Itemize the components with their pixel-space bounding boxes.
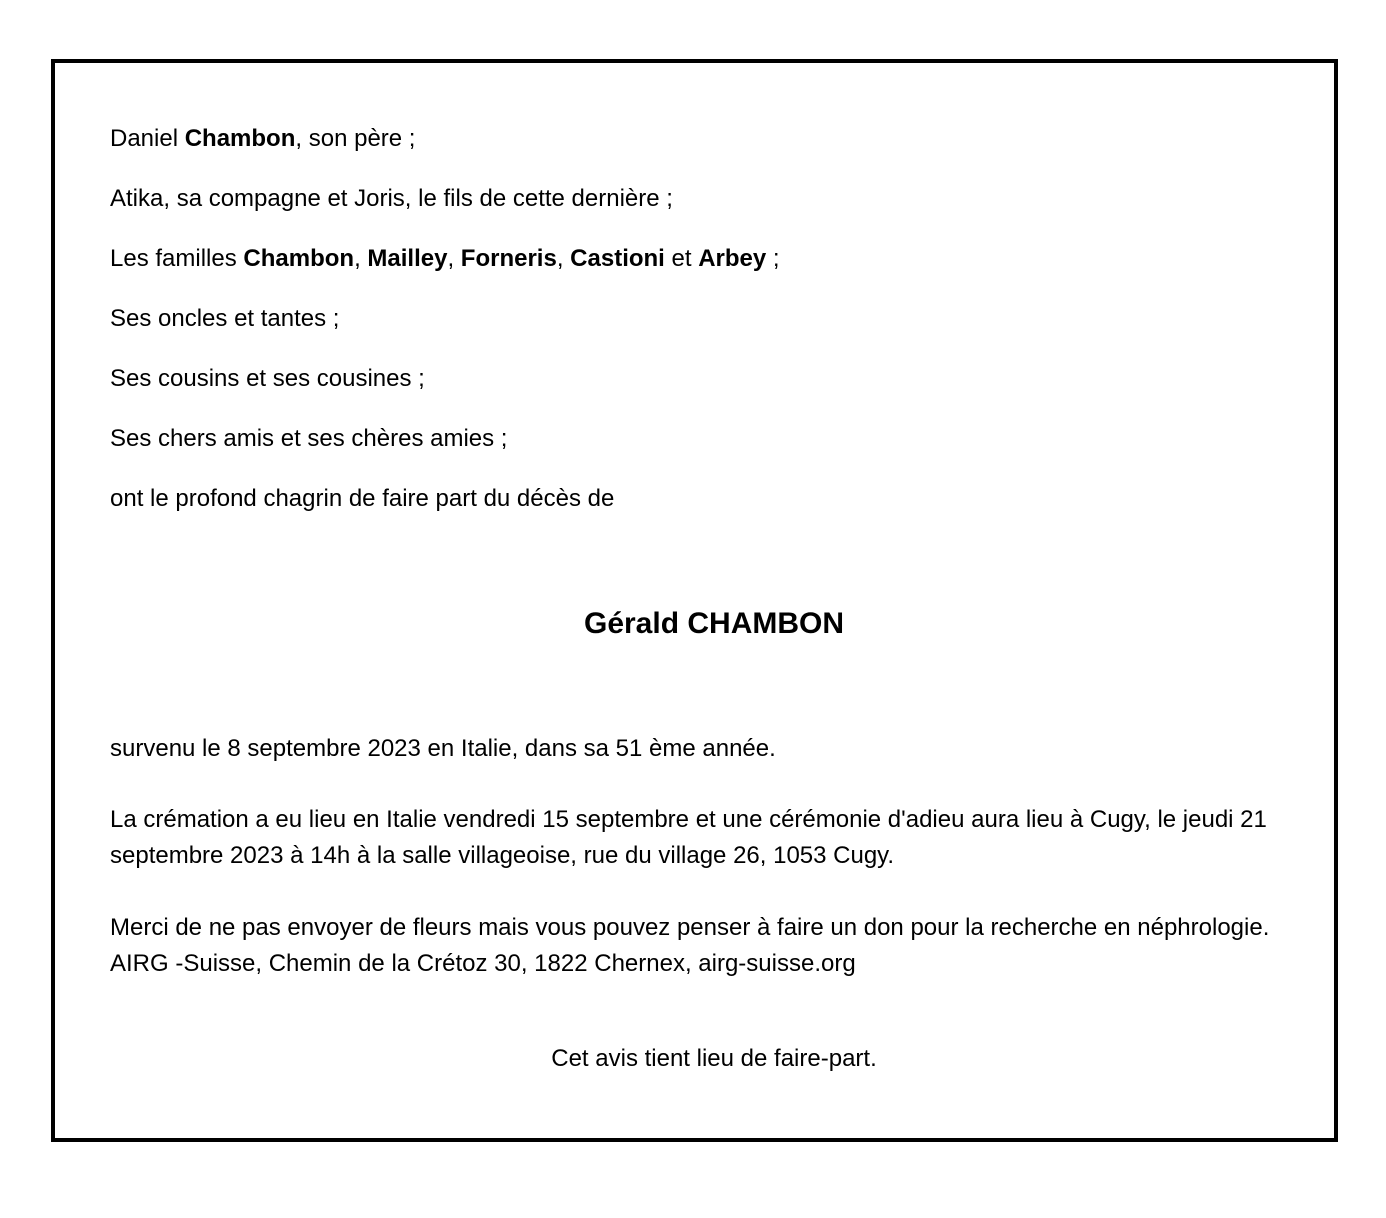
closing-note: Cet avis tient lieu de faire-part.	[551, 1045, 877, 1072]
family-name: Chambon	[243, 245, 355, 272]
separator: ,	[447, 245, 455, 272]
donation-details: Merci de ne pas envoyer de fleurs mais vous pouvez penser à faire un don pour la recherche en néphrologie. AIRG -Suisse, Chemin de la Crétoz 30, 1822 Chernex, airg-suisse.org	[110, 914, 1270, 977]
death-details: survenu le 8 septembre 2023 en Italie, dans sa 51 ème année.	[110, 735, 776, 762]
family-name: Forneris	[460, 245, 557, 272]
deceased-name: Gérald CHAMBON	[583, 607, 845, 640]
father-line	[110, 124, 415, 154]
cousins-line: Ses cousins et ses cousines ;	[110, 365, 425, 392]
uncles-line: Ses oncles et tantes ;	[110, 305, 340, 332]
friends-line: Ses chers amis et ses chères amies ;	[110, 425, 508, 452]
conjunction: et	[671, 245, 692, 272]
families-line	[110, 244, 780, 274]
father-relation: , son père ;	[295, 125, 416, 152]
family-name: Mailley	[367, 245, 448, 272]
family-name: Castioni	[570, 245, 665, 272]
separator: ,	[354, 245, 361, 272]
father-first-name: Daniel	[110, 125, 179, 152]
ceremony-details: La crémation a eu lieu en Italie vendredi 15 septembre et une cérémonie d'adieu aura lieu à Cugy, le jeudi 21 septembre 2023 à 14h à la salle villageoise, rue du village 26, 1053 Cugy.	[110, 806, 1267, 869]
father-last-name: Chambon	[184, 125, 296, 152]
families-end: ;	[772, 245, 780, 272]
family-name: Arbey	[698, 245, 767, 272]
families-prefix: Les familles	[110, 245, 237, 272]
companion-line: Atika, sa compagne et Joris, le fils de cette dernière ;	[110, 185, 673, 212]
separator: ,	[556, 245, 564, 272]
announcement-line: ont le profond chagrin de faire part du décès de	[110, 485, 615, 512]
